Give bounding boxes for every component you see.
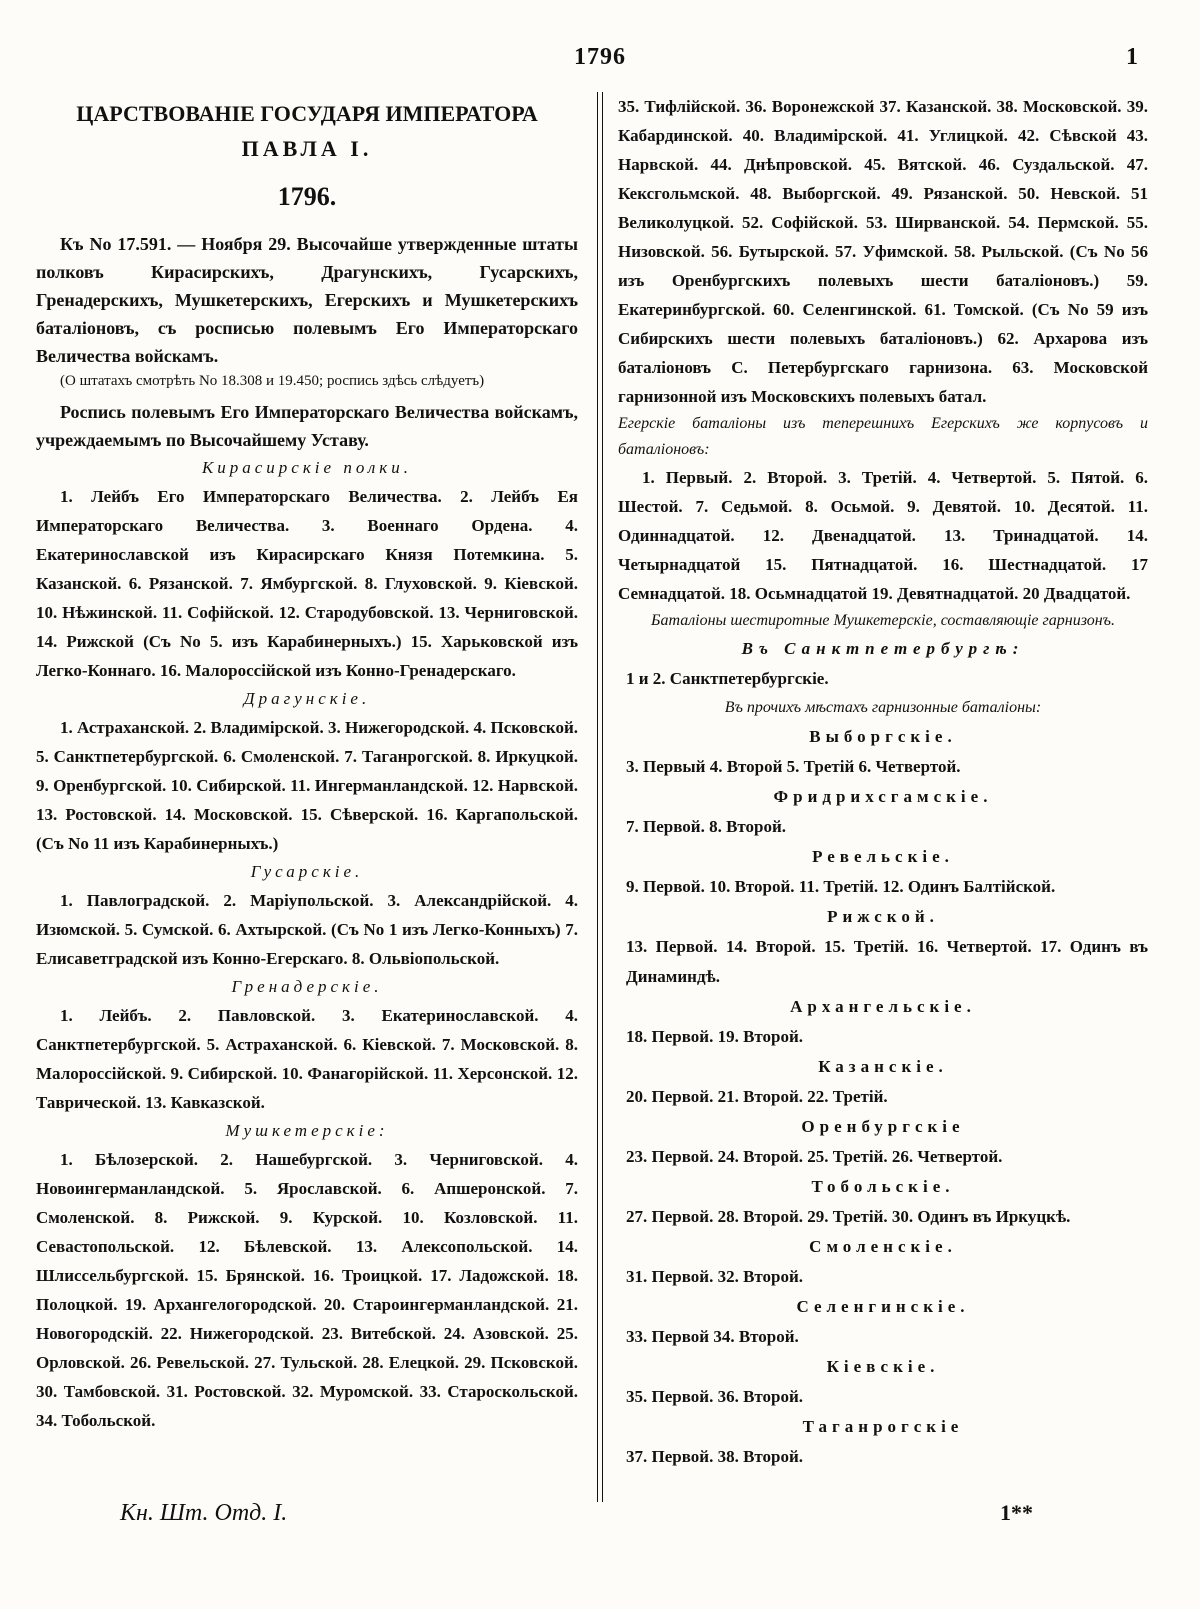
list-jaeger: 1. Первый. 2. Второй. 3. Третій. 4. Четвертой. 5. Пятой. 6. Шестой. 7. Седьмой. 8. Осьмой. 9. Девятой. 10. Десятой. 11. Одиннадцатой. 12. Двенадцатой. 13. Тринадцатой. 14. Четырнадцатой 15. Пятнадцатой. 16. Шестнадцатой. 17 Семнадцатой. 18. Осьмнадцатой 19. Девятнадцатой. 20 Двадцатой. — [618, 468, 1148, 603]
section-musketeer: Мушкетерскіе: — [225, 1121, 389, 1140]
list-musketeer-continued: 35. Тифлійской. 36. Воронежской 37. Казанской. 38. Московской. 39. Кабардинской. 40. Владимірской. 41. Углицкой. 42. Сѣвской 43. Нарвской. 44. Днѣпровской. 45. Вятской. 46. Суздальской. 47. Кексгольмской. 48. Выборгской. 49. Рязанской. 50. Невской. 51 Великолуцкой. 52. Софійской. 53. Ширванской. 54. Пермской. 55. Низовской. 56. Бутырской. 57. Уфимской. 58. Рыльской. (Съ No 56 изъ Оренбургскихъ полевыхъ шести баталіоновъ.) 59. Екатеринбургской. 60. Селенгинской. 61. Томской. (Съ No 59 изъ Сибирскихъ шести полевыхъ баталіоновъ.) 62. Архарова изъ баталіоновъ С. Петербургскаго гарнизона. 63. Московской гарнизонной изъ Московскихъ полевыхъ батал. — [618, 97, 1148, 406]
section-garrison: Баталіоны шестиротные Мушкетерскіе, составляющіе гарнизонъ. — [651, 612, 1115, 629]
section-cuirassier: Кирасирскіе полки. — [201, 458, 413, 477]
garrison-heading: Оренбургскіе — [801, 1117, 965, 1136]
cross-reference-note: (О штатахъ смотрѣть No 18.308 и 19.450; роспись здѣсь слѣдуетъ) — [60, 373, 485, 389]
garrison-heading: Тобольскіе. — [811, 1177, 955, 1196]
garrison-heading: Кіевскіе. — [826, 1357, 940, 1376]
roster-heading: Роспись полевымъ Его Императорскаго Величества войскамъ, учреждаемымъ по Высочайшему Уставу. — [36, 402, 578, 450]
list-cuirassier: 1. Лейбъ Его Императорскаго Величества. 2. Лейбъ Ея Императорскаго Величества. 3. Военнаго Ордена. 4. Екатеринославской изъ Кирасирскаго Князя Потемкина. 5. Казанской. 6. Рязанской. 7. Ямбургской. 8. Глуховской. 9. Кіевской. 10. Нѣжинской. 11. Софійской. 12. Стародубовской. 13. Черниговской. 14. Рижской (Съ No 5. изъ Карабинерныхъ.) 15. Харьковской изъ Легко-Коннаго. 16. Малороссійской изъ Конно-Гренадерскаго. — [36, 487, 578, 680]
garrison-items: 13. Первой. 14. Второй. 15. Третій. 16. Четвертой. 17. Одинъ въ Динаминдѣ. — [626, 937, 1148, 986]
emperor-name: ПАВЛА І. — [241, 136, 373, 161]
running-header-year: 1796 — [574, 44, 626, 70]
garrison-spb-heading: Въ Санктпетербургѣ: — [741, 639, 1025, 658]
column-divider — [597, 92, 603, 1502]
garrison-heading: Выборгскіе. — [809, 727, 957, 746]
garrison-heading: Смоленскіе. — [809, 1237, 957, 1256]
left-column — [36, 92, 578, 1435]
garrison-items: 20. Первой. 21. Второй. 22. Третій. — [626, 1087, 888, 1106]
garrison-heading: Казанскіе. — [818, 1057, 948, 1076]
sheet-mark: 1** — [1000, 1500, 1033, 1525]
garrison-items: 18. Первой. 19. Второй. — [626, 1027, 804, 1046]
list-dragoon: 1. Астраханской. 2. Владимірской. 3. Нижегородской. 4. Псковской. 5. Санктпетербургской. 6. Смоленской. 7. Таганрогской. 8. Иркуцкой. 9. Оренбургской. 10. Сибирской. 11. Ингерманландской. 12. Нарвской. 13. Ростовской. 14. Московской. 15. Сѣверской. 16. Каргапольской. (Съ No 11 изъ Карабинерныхъ.) — [36, 718, 578, 853]
garrison-heading: Селенгинскіе. — [796, 1297, 970, 1316]
garrison-heading: Таганрогскіе — [802, 1417, 964, 1436]
reign-title: ЦАРСТВОВАНІЕ ГОСУДАРЯ ИМПЕРАТОРА — [76, 101, 538, 126]
section-hussar: Гусарскіе. — [250, 862, 364, 881]
garrison-items: 9. Первой. 10. Второй. 11. Третій. 12. Одинъ Балтійской. — [626, 877, 1056, 896]
list-hussar: 1. Павлоградской. 2. Маріупольской. 3. Александрійской. 4. Изюмской. 5. Сумской. 6. Ахтырской. (Съ No 1 изъ Легко-Конныхъ) 7. Елисаветградской изъ Конно-Егерскаго. 8. Ольвіопольской. — [36, 891, 578, 968]
section-dragoon: Драгунскіе. — [243, 689, 371, 708]
garrison-items: 33. Первой 34. Второй. — [626, 1327, 799, 1346]
section-jaeger: Егерскіе баталіоны изъ теперешнихъ Егерскихъ же корпусовъ и баталіоновъ: — [618, 415, 1148, 458]
garrison-items: 7. Первой. 8. Второй. — [626, 817, 787, 836]
garrison-heading: Ревельскіе. — [812, 847, 954, 866]
decree-heading: Къ No 17.591. — Ноября 29. Высочайше утвержденные штаты полковъ Кирасирскихъ, Драгунскихъ, Гусарскихъ, Гренадерскихъ, Мушкетерскихъ, Егерскихъ и Мушкетерскихъ баталіоновъ, съ росписью полевымъ Его Императорскаго Величества войскамъ. — [36, 234, 578, 366]
garrison-items: 37. Первой. 38. Второй. — [626, 1447, 804, 1466]
garrison-heading: Фридрихсгамскіе. — [773, 787, 993, 806]
garrison-spb-items: 1 и 2. Санктпетербургскіе. — [626, 669, 829, 688]
list-musketeer: 1. Бѣлозерской. 2. Нашебургской. 3. Черниговской. 4. Новоингерманландской. 5. Ярославской. 6. Апшеронской. 7. Смоленской. 8. Рижской. 9. Курской. 10. Козловской. 11. Севастопольской. 12. Бѣлевской. 13. Алексопольской. 14. Шлиссельбургской. 15. Брянской. 16. Троицкой. 17. Ладожской. 18. Полоцкой. 19. Архангелогородской. 20. Староингерманландской. 21. Новогородскій. 22. Нижегородской. 23. Витебской. 24. Азовской. 25. Орловской. 26. Ревельской. 27. Тульской. 28. Елецкой. 29. Псковской. 30. Тамбовской. 31. Ростовской. 32. Муромской. 33. Староскольской. 34. Тобольской. — [36, 1150, 578, 1430]
list-grenadier: 1. Лейбъ. 2. Павловской. 3. Екатеринославской. 4. Санктпетербургской. 5. Астраханской. 6. Кіевской. 7. Московской. 8. Малороссійской. 9. Сибирской. 10. Фанагорійской. 11. Херсонской. 12. Таврической. 13. Кавказской. — [36, 1006, 578, 1112]
section-year: 1796. — [277, 182, 337, 211]
right-column — [618, 92, 1148, 1472]
garrison-items: 23. Первой. 24. Второй. 25. Третій. 26. Четвертой. — [626, 1147, 1003, 1166]
section-grenadier: Гренадерскіе. — [231, 977, 383, 996]
garrison-heading: Рижской. — [827, 907, 939, 926]
garrison-items: 3. Первый 4. Второй 5. Третій 6. Четвертой. — [626, 757, 961, 776]
garrison-items: 31. Первой. 32. Второй. — [626, 1267, 804, 1286]
garrison-heading: Архангельскіе. — [790, 997, 976, 1016]
page-number: 1 — [1126, 44, 1138, 70]
signature-mark: Кн. Шт. Отд. I. — [120, 1500, 288, 1526]
garrison-items: 35. Первой. 36. Второй. — [626, 1387, 804, 1406]
garrison-items: 27. Первой. 28. Второй. 29. Третій. 30. Одинъ въ Иркуцкѣ. — [626, 1207, 1071, 1226]
garrison-other-heading: Въ прочихъ мѣстахъ гарнизонные баталіоны: — [724, 699, 1042, 716]
